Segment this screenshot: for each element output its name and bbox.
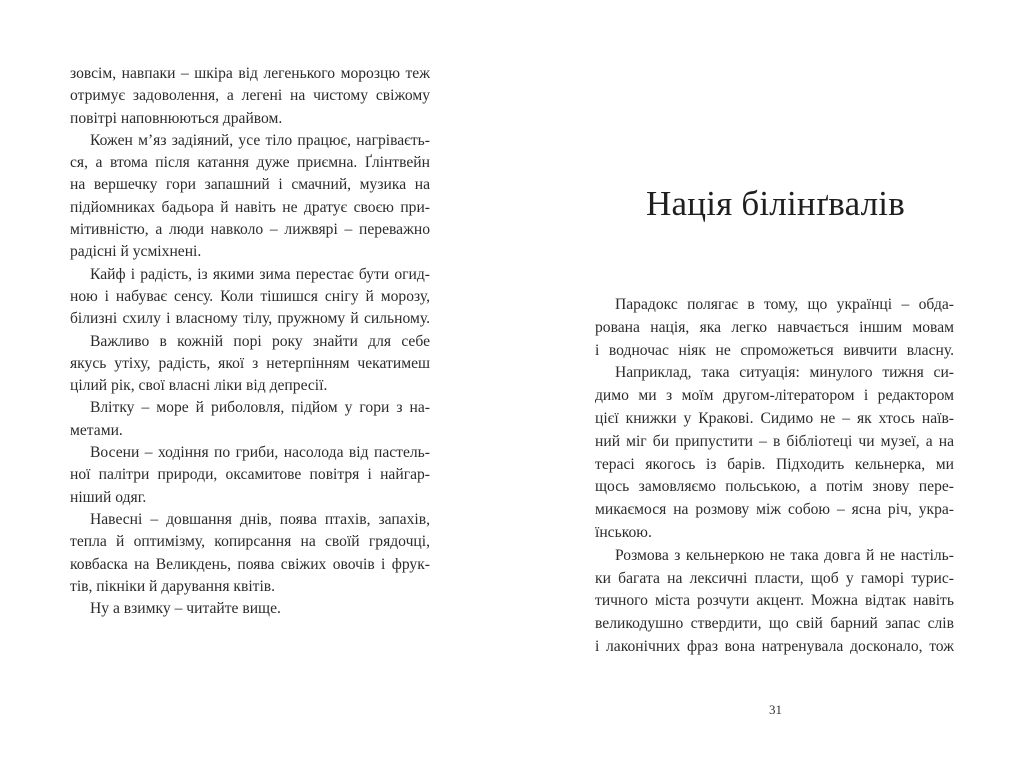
text-line: підйомниках бадьора й навіть не дратує своєю при- bbox=[70, 198, 430, 216]
left-page-body-text bbox=[70, 63, 430, 620]
text-line: Важливо в кожній порі року знайти для себе bbox=[90, 332, 430, 350]
text-line: димо ми з моїм другом-літератором і редактором bbox=[595, 387, 954, 405]
text-line: мітивністю, а люди навколо – лижвярі – переважно bbox=[70, 221, 430, 239]
text-line: тепла й оптимізму, копирсання на своїй грядочці, bbox=[70, 533, 430, 551]
text-line: тичного міста розчути акцент. Можна відтак навіть bbox=[595, 592, 954, 610]
text-line: білизні схилу і власному тілу, пружному й сильному. bbox=[70, 310, 430, 328]
text-line: микаємося на розмову між собою – ясна річ, укра- bbox=[595, 501, 954, 519]
text-line: тів, пікніки й дарування квітів. bbox=[70, 577, 276, 595]
text-line: ковбаска на Великдень, поява свіжих овочів і фрук- bbox=[70, 555, 430, 573]
text-line: щось замовляємо польською, а потім знову пере- bbox=[595, 478, 954, 496]
right-page-body-text bbox=[595, 294, 954, 659]
text-line: Навесні – довшання днів, поява птахів, запахів, bbox=[90, 510, 430, 528]
text-line: на вершечку гори запашний і смачний, музика на bbox=[70, 176, 430, 194]
text-line: якусь утіху, радість, якої з нетерпінням чекатимеш bbox=[70, 354, 430, 372]
text-line: терасі якогось із барів. Підходить кельнерка, ми bbox=[595, 455, 954, 473]
text-line: Розмова з кельнеркою не така довга й не настіль- bbox=[615, 546, 954, 564]
text-line: ною і набуває сенсу. Коли тішишся снігу й морозу, bbox=[70, 287, 430, 305]
text-line: повітрі наповнюються драйвом. bbox=[70, 109, 283, 127]
chapter-title: Нація білінґвалів bbox=[646, 184, 905, 223]
text-line: Парадокс полягає в тому, що українці – обда- bbox=[615, 296, 954, 313]
text-line: ся, а втома після катання дуже приємна. Ґлінтвейн bbox=[70, 154, 430, 172]
page-number: 31 bbox=[769, 702, 782, 717]
text-line: великодушно ствердити, що свій барний запас слів bbox=[595, 615, 954, 633]
text-line: отримує задоволення, а легені на чистому свіжому bbox=[70, 87, 430, 105]
text-line: ки багата на лексичні пласти, щоб у гаморі турис- bbox=[595, 569, 954, 587]
right-page bbox=[512, 0, 1024, 768]
text-line: ної палітри природи, оксамитове повітря і найгар- bbox=[70, 466, 430, 484]
text-line: Наприклад, така ситуація: минулого тижня си- bbox=[615, 364, 954, 382]
text-line: метами. bbox=[70, 421, 123, 439]
text-line: їнською. bbox=[595, 523, 652, 541]
text-line: Влітку – море й риболовля, підйом у гори з на- bbox=[90, 399, 430, 417]
text-line: Кайф і радість, із якими зима перестає бути огид- bbox=[90, 265, 430, 283]
text-line: рована нація, яка легко навчається іншим мовам bbox=[595, 318, 954, 336]
text-line: Кожен м’яз задіяний, усе тіло працює, нагріваєть- bbox=[90, 131, 430, 149]
text-line: Восени – ходіння по гриби, насолода від пастель- bbox=[90, 444, 430, 462]
text-line: зовсім, навпаки – шкіра від легенького морозцю теж bbox=[70, 65, 430, 82]
text-line: ний міг би припустити – в бібліотеці чи музеї, а на bbox=[595, 432, 954, 450]
text-line: ніший одяг. bbox=[70, 488, 147, 506]
text-line: цієї книжки у Кракові. Сидимо не – як хтось наїв- bbox=[595, 409, 954, 427]
text-line: радісні й усміхнені. bbox=[70, 243, 202, 261]
text-line: і водночас ніяк не спроможеться вивчити власну. bbox=[595, 341, 954, 359]
text-line: цілий рік, свої власні ліки від депресії. bbox=[70, 377, 328, 395]
text-line: Ну а взимку – читайте вище. bbox=[90, 600, 281, 618]
text-line: і лаконічних фраз вона натренувала досконало, тож bbox=[595, 637, 954, 655]
